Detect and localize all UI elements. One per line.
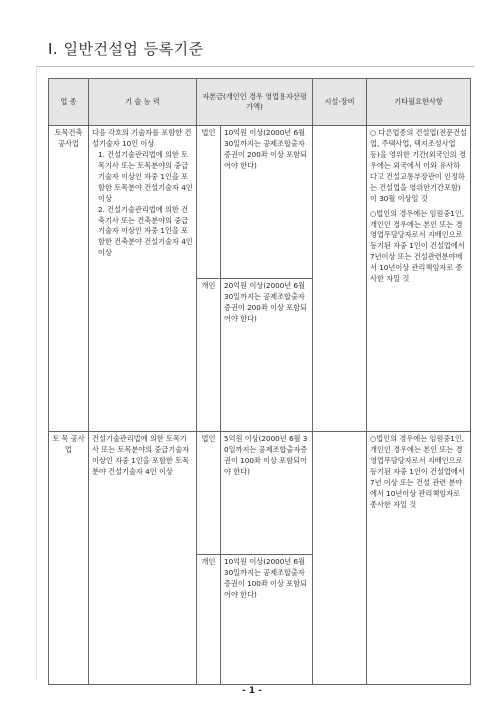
corp-label: 법인 <box>197 432 221 555</box>
indiv-capital: 10억원 이상(2000년 6월 30일까지는 공제조합출자증권이 100좌 이상 포함되어야 한다) <box>221 555 313 685</box>
tech-cell: 건설기술관리법에 의한 토목기사 또는 토목분야의 중급기술자 이상인 자중 1인을 포함한 토목분야 건설기술자 4인 이상 <box>89 432 197 685</box>
other-text: ○법인의 경우에는 임원중1인, 개인인 경우에는 본인 또는 경영업무담당자로서 지배인으로 등기된 자중 1인이 건설업에서 7년이상 또는 건설관련분야에서 10년이상 관리책임자로 종사한 자일 것 <box>370 208 465 284</box>
industry-cell: 토 목 공사업 <box>49 432 89 685</box>
top-rule <box>36 66 474 67</box>
indiv-capital: 20억원 이상(2000년 6월 30일까지는 공제조합출자증권이 200좌 이상 포함되어야 한다) <box>221 279 313 432</box>
industry-cell: 토목건축공사업 <box>49 126 89 432</box>
corp-capital: 5억원 이상(2000년 6월 30일까지는 공제조합출자증권이 100좌 이상 포함되어야 한다) <box>221 432 313 555</box>
indiv-label: 개인 <box>197 555 221 685</box>
header-tech: 기 술 능 력 <box>89 79 197 126</box>
facility-cell <box>313 126 367 432</box>
header-industry: 업 종 <box>49 79 89 126</box>
registration-standards-table <box>48 78 471 685</box>
corp-capital: 10억원 이상(2000년 6월 30일까지는 공제조합출자증권이 200좌 이상 포함되어야 한다) <box>221 126 313 279</box>
table-header-row <box>49 79 471 126</box>
tech-line: 1. 건설기술관리법에 의한 토목기사 또는 토목분야의 중급기술자 이상인 자중 1인을 포함한 토목분야 건설기술자 4인 이상 <box>98 149 193 203</box>
table-row <box>49 126 471 279</box>
left-rule <box>36 66 37 681</box>
table-row <box>49 432 471 555</box>
tech-cell <box>89 126 197 432</box>
other-cell: ○법인의 경우에는 임원중1인, 개인인 경우에는 본인 또는 경영업무담당자로서 지배인으로 등기된 자중 1인이 건설업에서 7년 이상 또는 건설 관련 분야에서 10년이상 관리책임자로 종사한 자일 것 <box>367 432 471 685</box>
other-cell <box>367 126 471 432</box>
page-title: Ⅰ. 일반건설업 등록기준 <box>48 40 204 58</box>
page-number: - 1 - <box>242 686 262 696</box>
facility-cell <box>313 432 367 685</box>
header-other: 기타필요한사항 <box>367 79 471 126</box>
indiv-label: 개인 <box>197 279 221 432</box>
header-capital: 자본금(개인인 경우 영업용자산평가액) <box>197 79 313 126</box>
tech-line: 다음 각호의 기술자를 포함한 건설기술자 10인 이상 <box>92 128 192 148</box>
tech-line: 2. 건설기술관리법에 의한 건축기사 또는 건축분야의 중급기술자 이상인 자중 1인을 포함한 건축분야 건설기술자 4인 이상 <box>98 204 193 258</box>
corp-label: 법인 <box>197 126 221 279</box>
header-facility: 시설·장비 <box>313 79 367 126</box>
other-text: ○ 다른업종의 건설업(전문건설업, 주택사업, 택지조성사업 등)을 영위한 기간(외국인의 경우에는 외국에서 이와 유사하다고 건설교통부장관이 인정하는 건설업을 영위한기간포함)이 30월 이상일 것 <box>370 128 467 203</box>
